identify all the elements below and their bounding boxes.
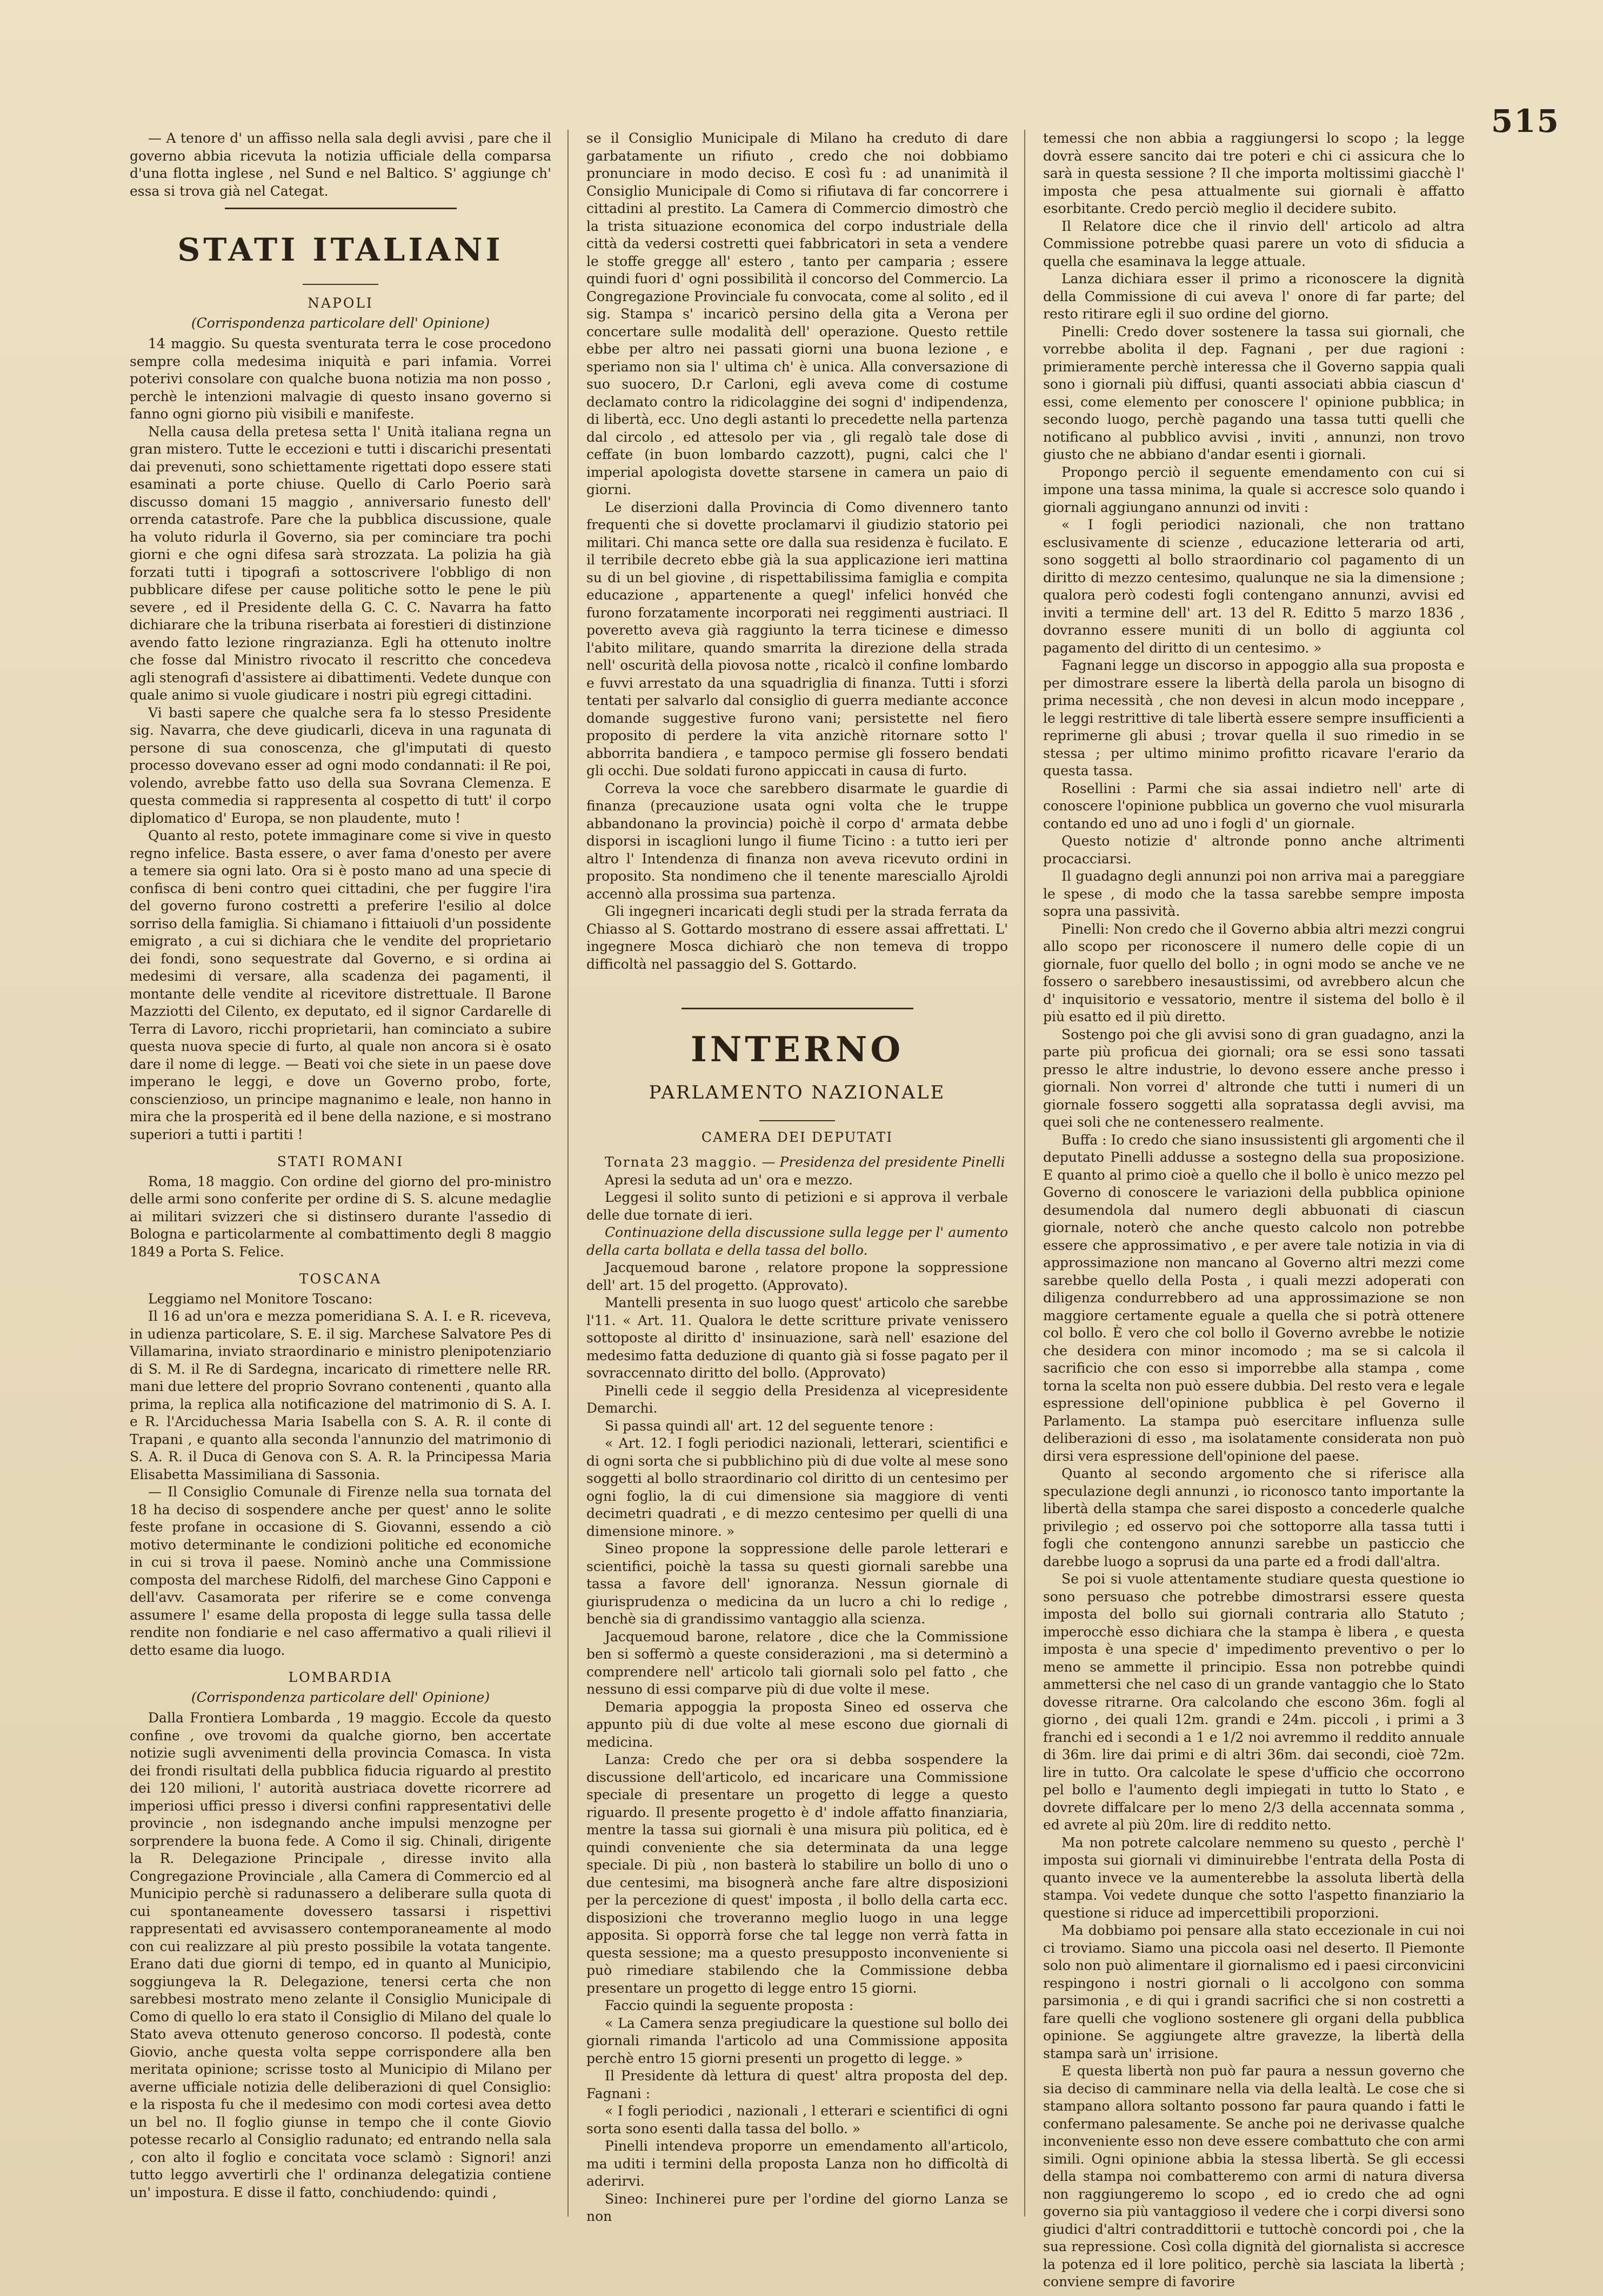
column-right (1043, 130, 1465, 2290)
section-title-interno: INTERNO (690, 1029, 904, 1070)
news-paragraph: — A tenore d' un affisso nella sala degli avvisi , pare che il governo abbia ricevuta la notizia ufficiale della comparsa d'una flotta inglese , nel Sund e nel Baltico. S' aggiunge ch' essa si trova già nel Categat. (130, 130, 551, 199)
news-paragraph: Pinelli: Non credo che il Governo abbia altri mezzi congrui allo scopo per riconoscere il numero delle copie di un giornale, fuor quello del bollo ; in ogni modo se anche ve ne fossero o sarebbero inesaustissimi, od avrebbero alcun che d' inquisitorio e vessatorio, mentre il sistema del bollo è il più esatto ed il più diretto. (1043, 921, 1465, 1024)
news-paragraph: Roma, 18 maggio. Con ordine del giorno del pro-ministro delle armi sono conferite per ordine di S. S. alcune medaglie ai militari svizzeri che si distinsero durante l'assedio di Bologna e particolarmente al combattimento degli 8 maggio 1849 a Porta S. Felice. (130, 1173, 551, 1260)
news-paragraph: Sineo: Inchinerei pure per l'ordine del giorno Lanza se non (586, 2191, 1008, 2224)
region-heading-napoli: NAPOLI (308, 295, 373, 311)
session-presidency: — Presidenza del presidente Pinelli (762, 1154, 1005, 1170)
news-paragraph: Correva la voce che sarebbero disarmate le guardie di finanza (precauzione usata ogni volta che le truppe abbandonano la provincia) poichè il corpo d' armata debbe disporsi in iscaglioni lungo il fiume Ticino : a tutto ieri per altro l' Intendenza di finanza non aveva ricevuto ordini in proposito. Sta nondimeno che il tenente maresciallo Ajroldi accennò alla prossima sua partenza. (586, 780, 1008, 902)
news-paragraph: — Il Consiglio Comunale di Firenze nella sua tornata del 18 ha deciso di sospendere anche per quest' anno le solite feste profane in occasione di S. Giovanni, essendo a ciò motivo determinante le condizioni politiche ed economiche in cui si trova il paese. Nominò anche una Commissione composta del marchese Ridolfi, del marchese Gino Capponi e dell'avv. Casamorata per riferire se e come convenga assumere l' esame della proposta di legge sulla tassa delle rendite non fondiarie e nel caso affermativo a quali rilievi il detto esame dia luogo. (130, 1484, 551, 1658)
news-paragraph: Lanza: Credo che per ora si debba sospendere la discussione dell'articolo, ed incaricare una Commissione speciale di presentare un progetto di legge a questo riguardo. Il presente progetto è d' indole affatto finanziaria, mentre la tassa sui giornali è una misura più politica, ed è quindi conveniente che sia determinata da una legge speciale. Di più , non basterà lo stabilire un bollo di uno o due centesimi, ma bisognerà anche fare altre disposizioni per la percezione di quest' imposta , il bollo della carta ecc. disposizioni che troveranno meglio luogo in una legge apposita. Si opporrà forse che tal legge non verrà fatta in questa sessione; ma a questo presupposto inconveniente si può rimediare stabilendo che la Commissione debba presentare un progetto di legge entro 15 giorni. (586, 1752, 1008, 1996)
news-paragraph: Faccio quindi la seguente proposta : (605, 1998, 854, 2013)
news-paragraph: Leggesi il solito sunto di petizioni e si approva il verbale delle due tornate di ieri. (586, 1189, 1008, 1223)
divider (225, 208, 457, 209)
news-paragraph: Leggiamo nel Monitore Toscano: (148, 1290, 373, 1307)
news-paragraph: Il Presidente dà lettura di quest' altra proposta del dep. Fagnani : (586, 2068, 1008, 2101)
news-paragraph: Jacquemoud barone, relatore , dice che la Commissione ben si soffermò a queste considerazioni , ma si determinò a comprendere nell' articolo tali giornali solo pel fatto , che nessuno di essi comparve più di due volte il mese. (586, 1628, 1008, 1697)
news-paragraph: Il Relatore dice che il rinvio dell' articolo ad altra Commissione potrebbe quasi parere un voto di sfiducia a quella che esaminava la legge attuale. (1043, 218, 1465, 269)
news-paragraph: Rosellini : Parmi che sia assai indietro nell' arte di conoscere l'opinione pubblica un governo che vuol misurarla contando ed uno ad uno i fogli d' un giornale. (1043, 780, 1465, 831)
correspondence-note: (Corrispondenza particolare dell' Opinione) (191, 315, 490, 331)
news-paragraph: Lanza dichiara esser il primo a riconoscere la dignità della Commissione di cui aveva l' onore di far parte; del resto ritirare egli il suo ordine del giorno. (1043, 271, 1465, 322)
region-heading-toscana: TOSCANA (299, 1271, 382, 1287)
news-paragraph: Pinelli intendeva proporre un emendamento all'articolo, ma uditi i termini della proposta Lanza non ho difficoltà di aderirvi. (586, 2138, 1008, 2189)
divider (682, 1008, 913, 1009)
news-paragraph: « I fogli periodici nazionali, che non trattano esclusivamente di scienze , educazione letteraria od arti, sono soggetti al bollo straordinario col pagamento di un diritto di mezzo centesimo, qualunque ne sia la dimensione ; qualora però codesti fogli contengano annunzi, avvisi ed inviti a termine dell' art. 13 del R. Editto 5 marzo 1836 , dovranno essere muniti di un bollo di aggiunta col pagamento del diritto di un centesimo. » (1043, 517, 1465, 656)
region-heading-lombardia: LOMBARDIA (288, 1669, 393, 1685)
region-heading-stati-romani: STATI ROMANI (277, 1154, 404, 1169)
news-paragraph: Il 16 ad un'ora e mezza pomeridiana S. A. I. e R. riceveva, in udienza particolare, S. E. il sig. Marchese Salvatore Pes di Villamarina, inviato straordinario e ministro plenipotenziario di S. M. il Re di Sardegna, incaricato di rimettere nelle RR. mani due lettere del proprio Sovrano contenenti , quanto alla prima, la replica alla notificazione del matrimonio di S. A. I. e R. l'Arciduchessa Maria Isabella con S. A. R. il conte di Trapani , e quanto alla seconda l'annunzio del matrimonio di S. A. R. il Duca di Genova con S. A. R. la Principessa Maria Elisabetta Massimiliana di Sassonia. (130, 1308, 551, 1482)
news-paragraph: Quanto al secondo argomento che si riferisce alla speculazione degli annunzi , io riconosco tanto importante la libertà della stampa che sarei disposto a concederle qualche privilegio ; ed osservo poi che sottoporre alla tassa tutti i fogli che contengono annunzi sarebbe un pasticcio che darebbe luogo a soprusi da una parte ed a frodi dall'altra. (1043, 1466, 1465, 1569)
column-left (130, 130, 551, 2217)
news-paragraph: « La Camera senza pregiudicare la questione sul bollo dei giornali rimanda l'articolo ad una Commissione apposita perchè entro 15 giorni presenti un progetto di legge. » (586, 2015, 1008, 2066)
news-paragraph: Sostengo poi che gli avvisi sono di gran guadagno, anzi la parte più proficua dei giornali; ora se essi sono tassati presso le altre industrie, lo devono essere anche presso i giornali. Non vorrei d' altronde che tutti i numeri di un giornale fossero soggetti alla sopratassa degli avvisi, ma quei soli che ne contenessero realmente. (1043, 1026, 1465, 1130)
news-paragraph: Sineo propone la soppressione delle parole letterari e scientifici, poichè la tassa su questi giornali sarebbe una tassa a favore dell' ignoranza. Nessun giornale di giurisprudenza o medicina da un lucro a chi lo redige , benchè sia di grandissimo vantaggio alla scienza. (586, 1541, 1008, 1627)
column-divider (567, 130, 569, 2217)
chamber-heading: CAMERA DEI DEPUTATI (701, 1129, 893, 1145)
news-paragraph: Apresi la seduta ad un' ora e mezzo. (605, 1172, 853, 1188)
news-paragraph: Quanto al resto, potete immaginare come si vive in questo regno infelice. Basta essere, o aver fama d'onesto per avere a temere sia ogni lato. Ora si è posto mano ad una specie di confisca di beni contro quei cittadini, che per fuggire l'ira del governo furono costretti a preferire l'esilio al dolce sorriso della famiglia. Si chiamano i fittaiuoli d'un possidente emigrato , a cui si dichiara che le vendite del proprietario dei fondi, sono sequestrate dal Governo, e si ordina ai medesimi di versare, alla scadenza dei pagamenti, il montante delle vendite al ricevitore distrettuale. Il Barone Mazziotti del Cilento, ex deputato, ed il signor Cardarelle di Terra di Lavoro, ricchi proprietarii, han cominciato a subire questa nuova specie di furto, al quale non ancora si è osato dare il nome di legge. — Beati voi che siete in un paese dove imperano le leggi, e dove un Governo probo, forte, conscienzioso, un principe magnanimo e leale, non hanno in mira che la prosperità ed il bene della nazione, e si mostrano superiori a tutti i partiti ! (130, 828, 551, 1142)
section-title-stati-italiani: STATI ITALIANI (177, 231, 504, 268)
news-paragraph: Vi basti sapere che qualche sera fa lo stesso Presidente sig. Navarra, che deve giudicarli, diceva in una ragunata di persone di sua conoscenza, che gl'imputati di questo processo dovevano esser ad ogni modo condannati: il Re poi, volendo, avrebbe fatto uso della sua Sovrana Clemenza. E questa commedia si rappresenta al cospetto di tutt' il corpo diplomatico d' Europa, se non plaudente, muto ! (130, 704, 551, 826)
news-paragraph: « I fogli periodici , nazionali , l etterari e scientifici di ogni sorta sono esenti dalla tassa del bollo. » (586, 2103, 1008, 2137)
news-paragraph: Le diserzioni dalla Provincia di Como divennero tanto frequenti che si dovette proclamarvi il giudizio statorio pei militari. Chi manca sette ore dalla sua residenza è fucilato. E il terribile decreto ebbe già la sua applicazione ieri mattina su di un bel giovine , di rispettabilissima famiglia e compita educazione , appartenente a quegl' infelici honvéd che furono forzatamente incorporati nei reggimenti austriaci. Il poveretto aveva già raggiunto la terra ticinese e dimesso l'abito militare, quando smarrita la direzione della strada nell' oscurità della piovosa notte , ricalcò il confine lombardo e fuvvi arrestato da una squadriglia di finanza. Tutti i sforzi tentati per salvarlo dal consiglio di guerra mediante acconce domande suggestive furono vani; persistette nel fiero proposito di perdere la vita anzichè ritornare sotto l' abborrita bandiera , e tampoco permise gli fossero bendati gli occhi. Due soldati furono appiccati in causa di furto. (586, 499, 1008, 778)
session-date: Tornata 23 maggio. (605, 1154, 758, 1170)
news-paragraph: Continuazione della discussione sulla legge per l' aumento della carta bollata e della tassa del bollo. (586, 1224, 1008, 1258)
news-paragraph: Buffa : Io credo che siano insussistenti gli argomenti che il deputato Pinelli addusse a sostegno della sua proposizione. E quanto al primo cioè a quello che il bollo è unico mezzo pel Governo di conoscere le variazioni della pubblica opinione desumendola dal numero degli abbuonati di ciascun giornale, noterò che anche questo calcolo non potrebbe essere che approssimativo , e per avere tale notizia in via di approssimazione non mancano al Governo altri mezzi come sarebbe quello della Posta , i quali mezzi adoperati con diligenza condurrebbero ad una approssimazione se non maggiore certamente eguale a quella che si potrà ottenere col bollo. È vero che col bollo il Governo avrebbe le notizie che desidera con minor incomodo ; ma se si calcola il sacrificio che con esso si imporrebbe alla stampa , come torna la scelta non può essere dubbia. Del resto vera e legale espressione dell'opinione pubblica è pel Governo il Parlamento. La stampa può esercitare influenza sulle deliberazioni di esso , ma isolatamente considerata non può dirsi vera espressione dell'opinione del paese. (1043, 1132, 1465, 1464)
news-paragraph: Fagnani legge un discorso in appoggio alla sua proposta e per dimostrare essere la libertà della parola un bisogno di prima necessità , che non devesi in alcun modo inceppare , le leggi restrittive di tale libertà essere sempre insufficienti a reprimerne gli abusi ; trovar quella il suo rimedio in se stessa ; per ultimo minimo profitto ricavare l'erario da questa tassa. (1043, 657, 1465, 778)
news-paragraph: Propongo perciò il seguente emendamento con cui si impone una tassa minima, la quale si accresce solo quando i giornali aggiungano annunzi od inviti : (1043, 464, 1465, 515)
news-paragraph: Nella causa della pretesa setta l' Unità italiana regna un gran mistero. Tutte le eccezioni e tutti i discarichi presentati dai prevenuti, sono schiettamente rigettati dopo essere stati esaminati a porte chiuse. Quello di Carlo Poerio sarà discusso domani 15 maggio , anniversario funesto dell' orrenda catastrofe. Pare che la pubblica discussione, quale ha voluto ridurla il Governo, sia per cominciare tra pochi giorni e che ogni difesa sarà strozzata. La polizia ha già forzati tutti i tipografi a sottoscrivere l'obbligo di non pubblicare difese per cause politiche sotto le pene le più severe , ed il Presidente della G. C. C. Navarra ha fatto dichiarare che la tribuna riserbata ai forestieri di distinzione avendo fatto lezione ringrazianza. Egli ha ottenuto inoltre che fosse dal Ministro rivocato il rescritto che concedeva agli stenografi d'assistere ai dibattimenti. Vedete dunque con quale animo si vuole giudicare i nostri più egregi cittadini. (130, 423, 551, 703)
divider (759, 1120, 835, 1121)
page-number: 515 (1491, 103, 1560, 139)
column-middle (586, 130, 1008, 2224)
news-paragraph: Dalla Frontiera Lombarda , 19 maggio. Eccole da questo confine , ove trovomi da qualche giorno, ben accertate notizie sugli avvenimenti della provincia Comasca. In vista dei frondi risultati della pubblica fiducia riguardo al prestito dei 120 milioni, l' autorità austriaca dovette ricorrere ad imperiosi uffici presso i diversi confini rappresentativi delle provincie , non isdegnando anche impulsi menzogne per sorprendere la buona fede. A Como il sig. Chinali, dirigente la R. Delegazione Principale , diresse invito alla Congregazione Provinciale , alla Camera di Commercio ed al Municipio perchè si radunassero a deliberare sulla quota di cui spontaneamente dovessero tassarsi i rispettivi rappresentati ed avvisassero contemporaneamente al modo con cui realizzare al più presto possibile la votata tangente. Erano dati due giorni di tempo, ed in quanto al Municipio, soggiungeva la R. Delegazione, tenersi certa che non sarebbesi mostrato meno zelante il Consiglio Municipale di Como di quello lo era stato il Consiglio di Milano del quale lo Stato aveva ottenuto generoso concorso. Il podestà, conte Giovio, anche questa volta seppe corrispondere alla ben meritata opinione; scrisse tosto al Municipio di Milano per averne ufficiale notizia delle deliberazioni di quel Consiglio: e la risposta fu che il medesimo con modi cortesi avea detto un bel no. Il foglio giunse in tempo che il conte Giovio potesse recarlo al Consiglio radunato; ed entrando nella sala , con alto il foglio e concitata voce sclamò : Signori! anzi tutto leggo avvertirli che l' ordinanza delegatizia contiene un' impostura. E disse il fatto, conchiudendo: quindi , (130, 1710, 551, 2200)
news-paragraph: Pinelli cede il seggio della Presidenza al vicepresidente Demarchi. (586, 1382, 1008, 1416)
divider (303, 284, 378, 285)
correspondence-note: (Corrispondenza particolare dell' Opinione) (191, 1689, 490, 1705)
parliament-heading: PARLAMENTO NAZIONALE (649, 1082, 946, 1103)
news-paragraph: E questa libertà non può far paura a nessun governo che sia deciso di camminare nella via della lealtà. Le cose che si stampano allora soltanto possono far paura quando i fatti le confermano palesamente. Se anche poi ne derivasse qualche inconveniente esso non deve essere combattuto che con armi simili. Ogni opinione abbia la stessa libertà. Se gli eccessi della stampa noi combatteremo con armi di natura diversa non raggiungeremo lo scopo , ed io credo che ad ogni governo sia più vantaggioso il vedere che i corpi diversi sono giudici d'altri contraddittorii e tuttochè concordi poi , che la sua repressione. Così colla dignità del giornalista si accresce la potenza ed il lore politico, perchè sia lasciata la libertà ; conviene sempre di favorire (1043, 2063, 1465, 2290)
news-paragraph: Demaria appoggia la proposta Sineo ed osserva che appunto più di due volte al mese escono due giornali di medicina. (586, 1699, 1008, 1750)
news-paragraph: Mantelli presenta in suo luogo quest' articolo che sarebbe l'11. « Art. 11. Qualora le dette scritture private venissero sottoposte al diritto d' insinuazione, sarà nell' esazione del medesimo fatta deduzione di quanto già si fosse pagato per il sovraccennato diritto del bollo. (Approvato) (586, 1295, 1008, 1381)
news-paragraph: Jacquemoud barone , relatore propone la soppressione dell' art. 15 del progetto. (Approvato). (586, 1260, 1008, 1293)
news-paragraph: Si passa quindi all' art. 12 del seguente tenore : (605, 1417, 934, 1434)
news-paragraph: Questo notizie d' altronde ponno anche altrimenti procacciarsi. (1043, 833, 1465, 867)
session-line (586, 1154, 1008, 1172)
news-paragraph: Pinelli: Credo dover sostenere la tassa sui giornali, che vorrebbe abolita il dep. Fagnani , per due ragioni : primieramente perchè interessa che il Governo sappia quali sono i giornali più diffusi, quanti associati abbia ciascun d' essi, come elemento per conoscere l' opinione pubblica; in secondo luogo, perchè pagando una tassa tutti quelli che notificano al pubblico avvisi , inviti , annunzi, non trovo giusto che ne abbiano d'andar esenti i giornali. (1043, 323, 1465, 462)
column-divider (1024, 130, 1025, 2217)
news-paragraph: se il Consiglio Municipale di Milano ha creduto di dare garbatamente un rifiuto , credo che noi dobbiamo pronunciare in modo deciso. E così fu : ad unanimità il Consiglio Municipale di Como si rifiutava di far concorrere i cittadini al prestito. La Camera di Commercio dimostrò che la trista situazione economica del corpo industriale della città da vedersi costretti quei fabbricatori in seta a vendere le stoffe gregge all' estero , tanto per camparia ; essere quindi fuori d' ogni possibilità il concorso del Commercio. La Congregazione Provinciale fu convocata, come al solito , ed il sig. Stampa s' incaricò persino della gita a Verona per concertare sulle modalità dell' operazione. Questo rettile ebbe per altro nei passati giorni una buona lezione , e speriamo non sia l' ultima ch' è unica. Alla conversazione di suo suocero, D.r Carloni, egli aveva come di costume declamato contro la ridicolaggine dei sogni d' indipendenza, di libertà, ecc. Uno degli astanti lo precedette nella partenza dal circolo , ed attesolo per via , gli regalò tale dose di ceffate (in buon lombardo cazzott), pugni, calci che l' imperial apologista dovette starsene in camera un paio di giorni. (586, 130, 1008, 497)
news-paragraph: temessi che non abbia a raggiungersi lo scopo ; la legge dovrà essere sancito dai tre poteri e chi ci assicura che lo sarà in questa sessione ? Il che importa moltissimi giacchè l' imposta che pesa attualmente sui giornali è affatto esorbitante. Credo perciò meglio il decidere subito. (1043, 130, 1465, 216)
news-paragraph: Se poi si vuole attentamente studiare questa questione io sono persuaso che potrebbe dimostrarsi essere questa imposta del bollo sui giornali contraria allo Statuto ; imperocchè esso dichiara che la stampa è libera , e questa imposta è una specie d' impedimento preventivo o per lo meno se ammette il principio. Essa non potrebbe quindi ammettersi che nel caso di un grande vantaggio che lo Stato dovesse ritrarne. Ora calcolando che escono 36m. fogli al giorno , dei quali 12m. grandi e 24m. piccoli , i primi a 3 franchi ed i secondi a 1 e 1/2 noi avremmo il reddito annuale di 36m. lire dai primi e di altri 36m. dai secondi, cioè 72m. lire in tutto. Ora calcolate le spese d'ufficio che occorrono pel bollo e l'aumento degli impiegati in tutto lo Stato , e dovrete diffalcare per lo meno 2/3 della accennata somma , ed avrete al più 20m. lire di reddito netto. (1043, 1571, 1465, 1833)
news-paragraph: 14 maggio. Su questa sventurata terra le cose procedono sempre colla medesima iniquità e pari infamia. Vorrei poterivi consolare con qualche buona notizia ma non posso , perchè le intenzioni malvagie di questo insano governo si fanno ogni giorno più visibili e manifeste. (130, 336, 551, 422)
news-paragraph: Ma dobbiamo poi pensare alla stato eccezionale in cui noi ci troviamo. Siamo una piccola oasi nel deserto. Il Piemonte solo non può alimentare il giornalismo ed i paesi circonvicini respingono i nostri giornali o li accolgono con somma parsimonia , e di qui i grandi sacrifici che si non costretti a fare quelli che vogliono sostenere gli organi della pubblica opinione. Se aggiungete altre gravezze, la libertà della stampa sarà un' irrisione. (1043, 1922, 1465, 2061)
news-paragraph: Ma non potrete calcolare nemmeno su questo , perchè l' imposta sui giornali vi diminuirebbe l'entrata della Posta di quanto invece ve la aumenterebbe la assoluta libertà della stampa. Voi vedete dunque che sotto l'aspetto finanziario la questione si riduce ad impercettibili proporzioni. (1043, 1834, 1465, 1921)
news-paragraph: Gli ingegneri incaricati degli studi per la strada ferrata da Chiasso al S. Gottardo mostrano di essere assai affrettati. L' ingegnere Mosca dichiarò che non temeva di troppo difficoltà nel passaggio del S. Gottardo. (586, 903, 1008, 972)
news-paragraph: « Art. 12. I fogli periodici nazionali, letterari, scientifici e di ogni sorta che si pubblichino più di due volte al mese sono soggetti al bollo straordinario col diritto di un centesimo per ogni foglio, la di cui dimensione sia maggiore di venti decimetri quadrati , e di mezzo centesimo per quelli di una dimensione minore. » (586, 1435, 1008, 1539)
news-paragraph: Il guadagno degli annunzi poi non arriva mai a pareggiare le spese , di modo che la tassa sarebbe sempre imposta sopra una passività. (1043, 868, 1465, 919)
